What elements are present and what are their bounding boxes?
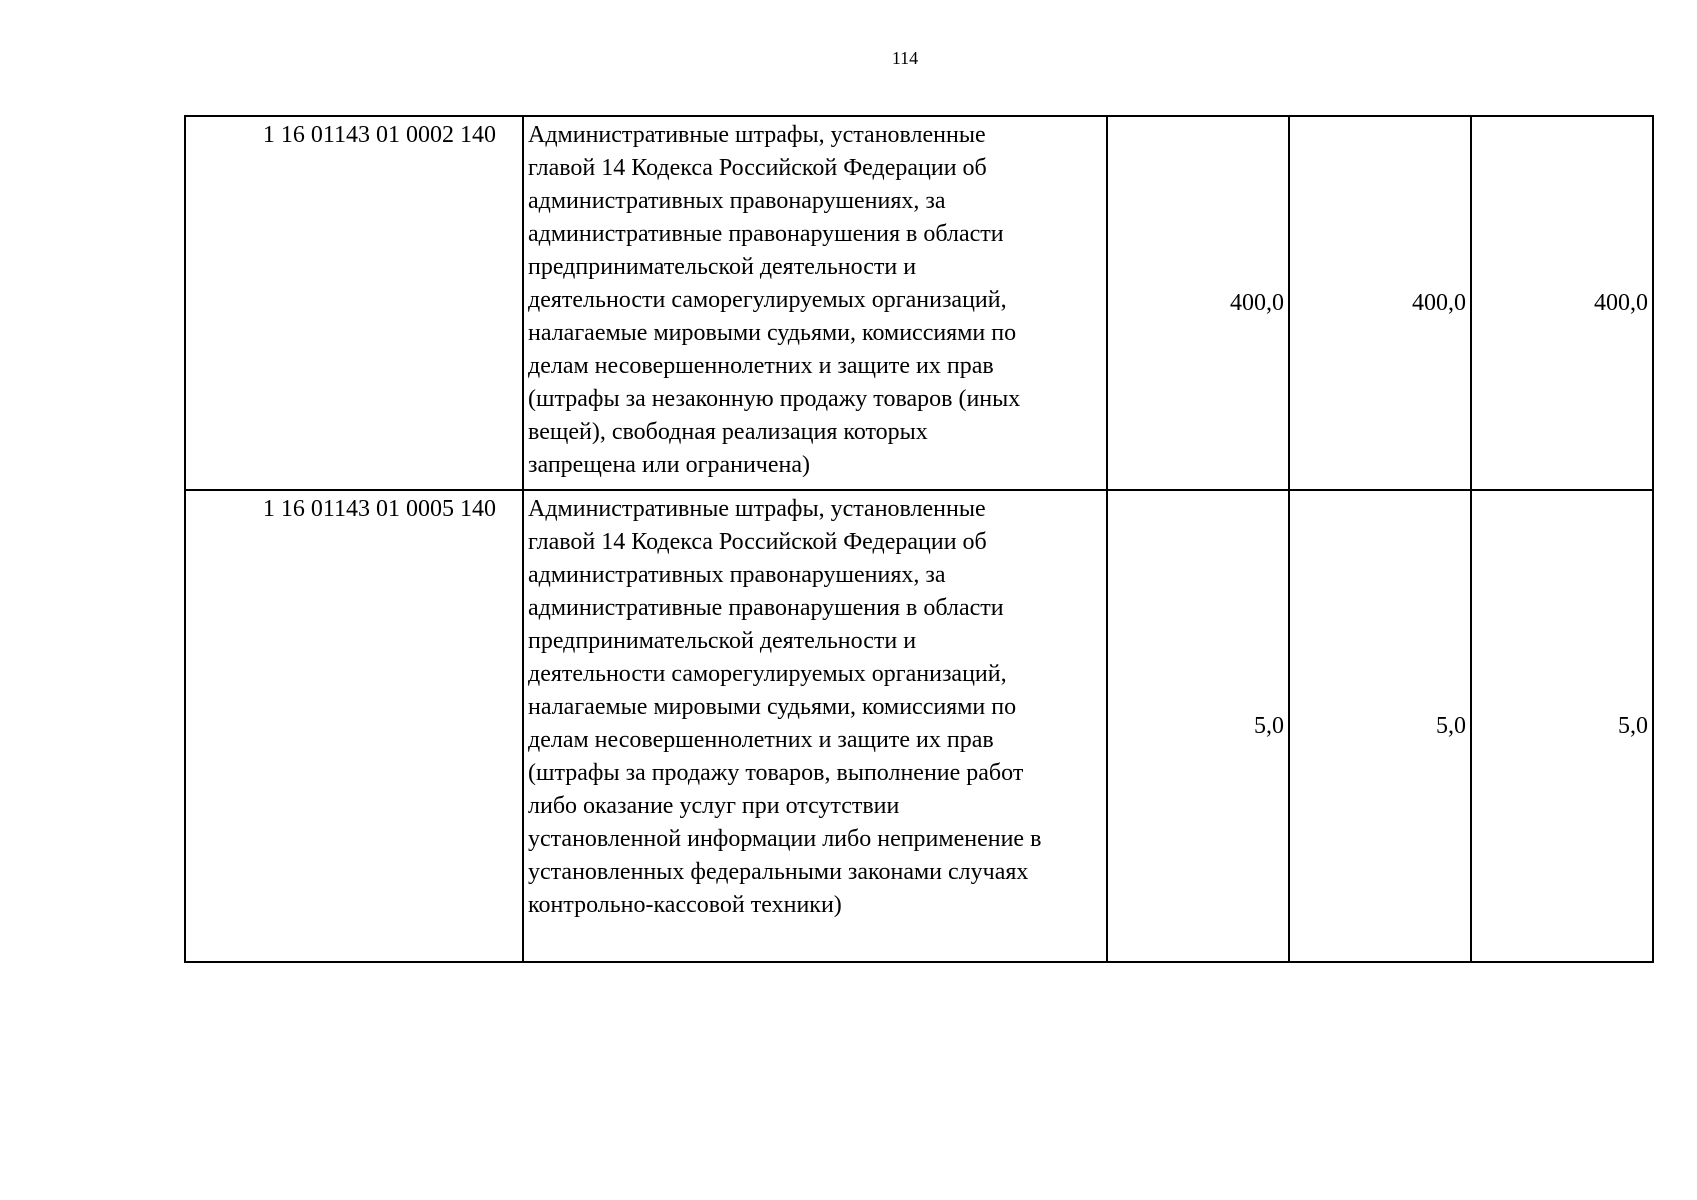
description-line: административных правонарушениях, за — [528, 188, 946, 214]
budget-revenue-table — [184, 115, 1654, 963]
description-line: главой 14 Кодекса Российской Федерации об — [528, 529, 987, 555]
revenue-description — [523, 490, 1107, 962]
description-line: деятельности саморегулируемых организаций, — [528, 287, 1007, 313]
description-line: делам несовершеннолетних и защите их прав — [528, 727, 994, 753]
description-line: установленной информации либо неприменение в — [528, 826, 1042, 852]
description-line: административные правонарушения в области — [528, 221, 1004, 247]
table-row — [185, 490, 1653, 962]
amount-cell: 5,0 — [1107, 490, 1289, 962]
description-line: налагаемые мировыми судьями, комиссиями по — [528, 694, 1017, 720]
description-line: предпринимательской деятельности и — [528, 628, 917, 654]
description-line: налагаемые мировыми судьями, комиссиями по — [528, 320, 1017, 346]
page-number: 114 — [891, 48, 919, 68]
revenue-description — [523, 116, 1107, 490]
description-line: административных правонарушениях, за — [528, 562, 946, 588]
amount-cell: 400,0 — [1107, 116, 1289, 490]
amount-cell: 400,0 — [1471, 116, 1653, 490]
description-line: запрещена или ограничена) — [528, 452, 810, 478]
amount-cell: 400,0 — [1289, 116, 1471, 490]
amount-cell: 5,0 — [1471, 490, 1653, 962]
budget-classification-code: 1 16 01143 01 0002 140 — [185, 116, 523, 490]
description-line: установленных федеральными законами случаях — [528, 859, 1029, 885]
budget-classification-code: 1 16 01143 01 0005 140 — [185, 490, 523, 962]
description-line: вещей), свободная реализация которых — [528, 419, 928, 445]
description-line: главой 14 Кодекса Российской Федерации об — [528, 155, 987, 181]
description-line: (штрафы за незаконную продажу товаров (иных — [528, 386, 1021, 412]
description-line: административные правонарушения в области — [528, 595, 1004, 621]
description-line: предпринимательской деятельности и — [528, 254, 917, 280]
description-line: Административные штрафы, установленные — [528, 122, 986, 148]
amount-cell: 5,0 — [1289, 490, 1471, 962]
description-line: Административные штрафы, установленные — [528, 496, 986, 522]
table-row — [185, 116, 1653, 490]
description-line: (штрафы за продажу товаров, выполнение работ — [528, 760, 1024, 786]
description-line: контрольно-кассовой техники) — [528, 892, 842, 918]
description-line: либо оказание услуг при отсутствии — [528, 793, 900, 819]
description-line: деятельности саморегулируемых организаций, — [528, 661, 1007, 687]
description-line: делам несовершеннолетних и защите их прав — [528, 353, 994, 379]
